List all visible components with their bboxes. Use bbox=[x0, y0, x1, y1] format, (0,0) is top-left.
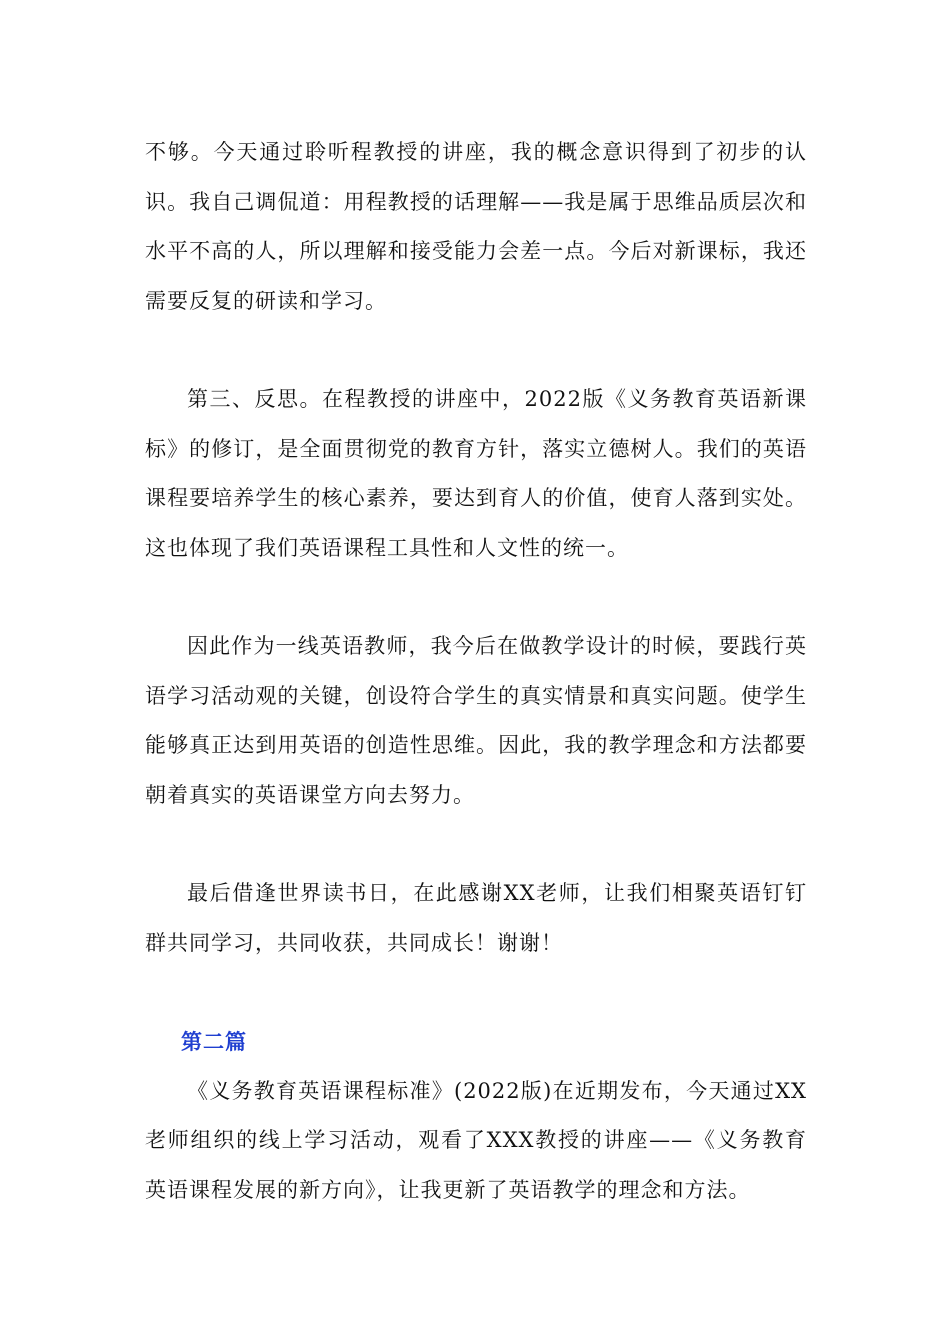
paragraph-gap bbox=[145, 573, 807, 622]
paragraph-reflection: 第三、反思。在程教授的讲座中，2022版《义务教育英语新课标》的修订，是全面贯彻党的教育方针，落实立德树人。我们的英语课程要培养学生的核心素养，要达到育人的价值，使育人落到实处。这也体现了我们英语课程工具性和人文性的统一。 bbox=[145, 387, 807, 560]
paragraph-teaching-plan: 因此作为一线英语教师，我今后在做教学设计的时候，要践行英语学习活动观的关键，创设符合学生的真实情景和真实问题。使学生能够真正达到用英语的创造性思维。因此，我的教学理念和方法都要朝着真实的英语课堂方向去努力。 bbox=[145, 634, 807, 807]
paragraph-gap bbox=[145, 326, 807, 375]
paragraph-gap bbox=[145, 820, 807, 869]
section-title: 第二篇 bbox=[181, 1029, 247, 1054]
paragraph-continuation: 不够。今天通过聆听程教授的讲座，我的概念意识得到了初步的认识。我自己调侃道：用程教授的话理解——我是属于思维品质层次和水平不高的人，所以理解和接受能力会差一点。今后对新课标，我还需要反复的研读和学习。 bbox=[145, 140, 807, 313]
paragraph-thanks: 最后借逢世界读书日，在此感谢XX老师，让我们相聚英语钉钉群共同学习，共同收获，共同成长！谢谢！ bbox=[145, 881, 807, 955]
document-page bbox=[145, 128, 807, 1215]
paragraph-section-intro: 《义务教育英语课程标准》(2022版)在近期发布，今天通过XX老师组织的线上学习活动，观看了XXX教授的讲座——《义务教育英语课程发展的新方向》，让我更新了英语教学的理念和方法。 bbox=[145, 1078, 807, 1202]
paragraph-gap bbox=[145, 968, 807, 1017]
